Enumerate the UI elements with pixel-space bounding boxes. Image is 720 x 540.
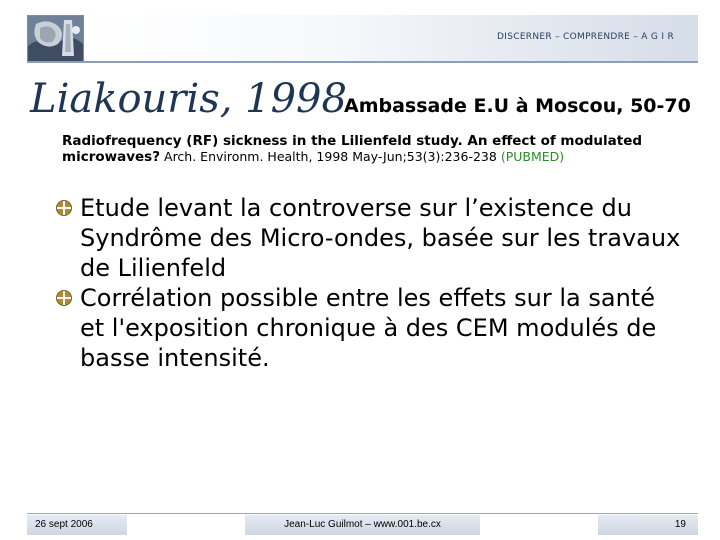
bullet-item: [55, 283, 685, 373]
footer-divider: [27, 513, 698, 514]
bullet-list: [55, 193, 685, 373]
reference-source: Arch. Environm. Health, 1998 May-Jun;53(3):236-238: [160, 149, 501, 164]
bullet-text: Etude levant la controverse sur l’existence du Syndrôme des Micro-ondes, basée sur les travaux de Lilienfeld: [80, 194, 681, 282]
slide-subtitle: Ambassade E.U à Moscou, 50-70: [344, 95, 691, 117]
footer-author: Jean-Luc Guilmot – www.001.be.cx: [245, 515, 480, 535]
bullet-text: Corrélation possible entre les effets sur la santé et l'exposition chronique à des CEM modulés de basse intensité.: [80, 284, 657, 372]
pubmed-link[interactable]: (PUBMED): [500, 149, 565, 164]
header-band: [84, 15, 698, 61]
footer-date: 26 sept 2006: [27, 515, 127, 535]
bullet-marker-icon: [55, 289, 73, 307]
reference-title: Radiofrequency (RF) sickness in the Lilienfeld study. An effect of modulated microwaves?: [62, 133, 643, 165]
header-divider: [27, 61, 698, 63]
bullet-marker-icon: [55, 199, 73, 217]
footer-page-number: 19: [598, 515, 698, 535]
header-tagline: DISCERNER – COMPRENDRE – A G I R: [497, 32, 674, 42]
logo-image: [27, 15, 84, 63]
slide-title: Liakouris, 1998: [30, 76, 347, 122]
bullet-item: [55, 193, 685, 283]
reference-citation: [62, 134, 682, 165]
stone-statue-logo-icon: [28, 16, 83, 62]
